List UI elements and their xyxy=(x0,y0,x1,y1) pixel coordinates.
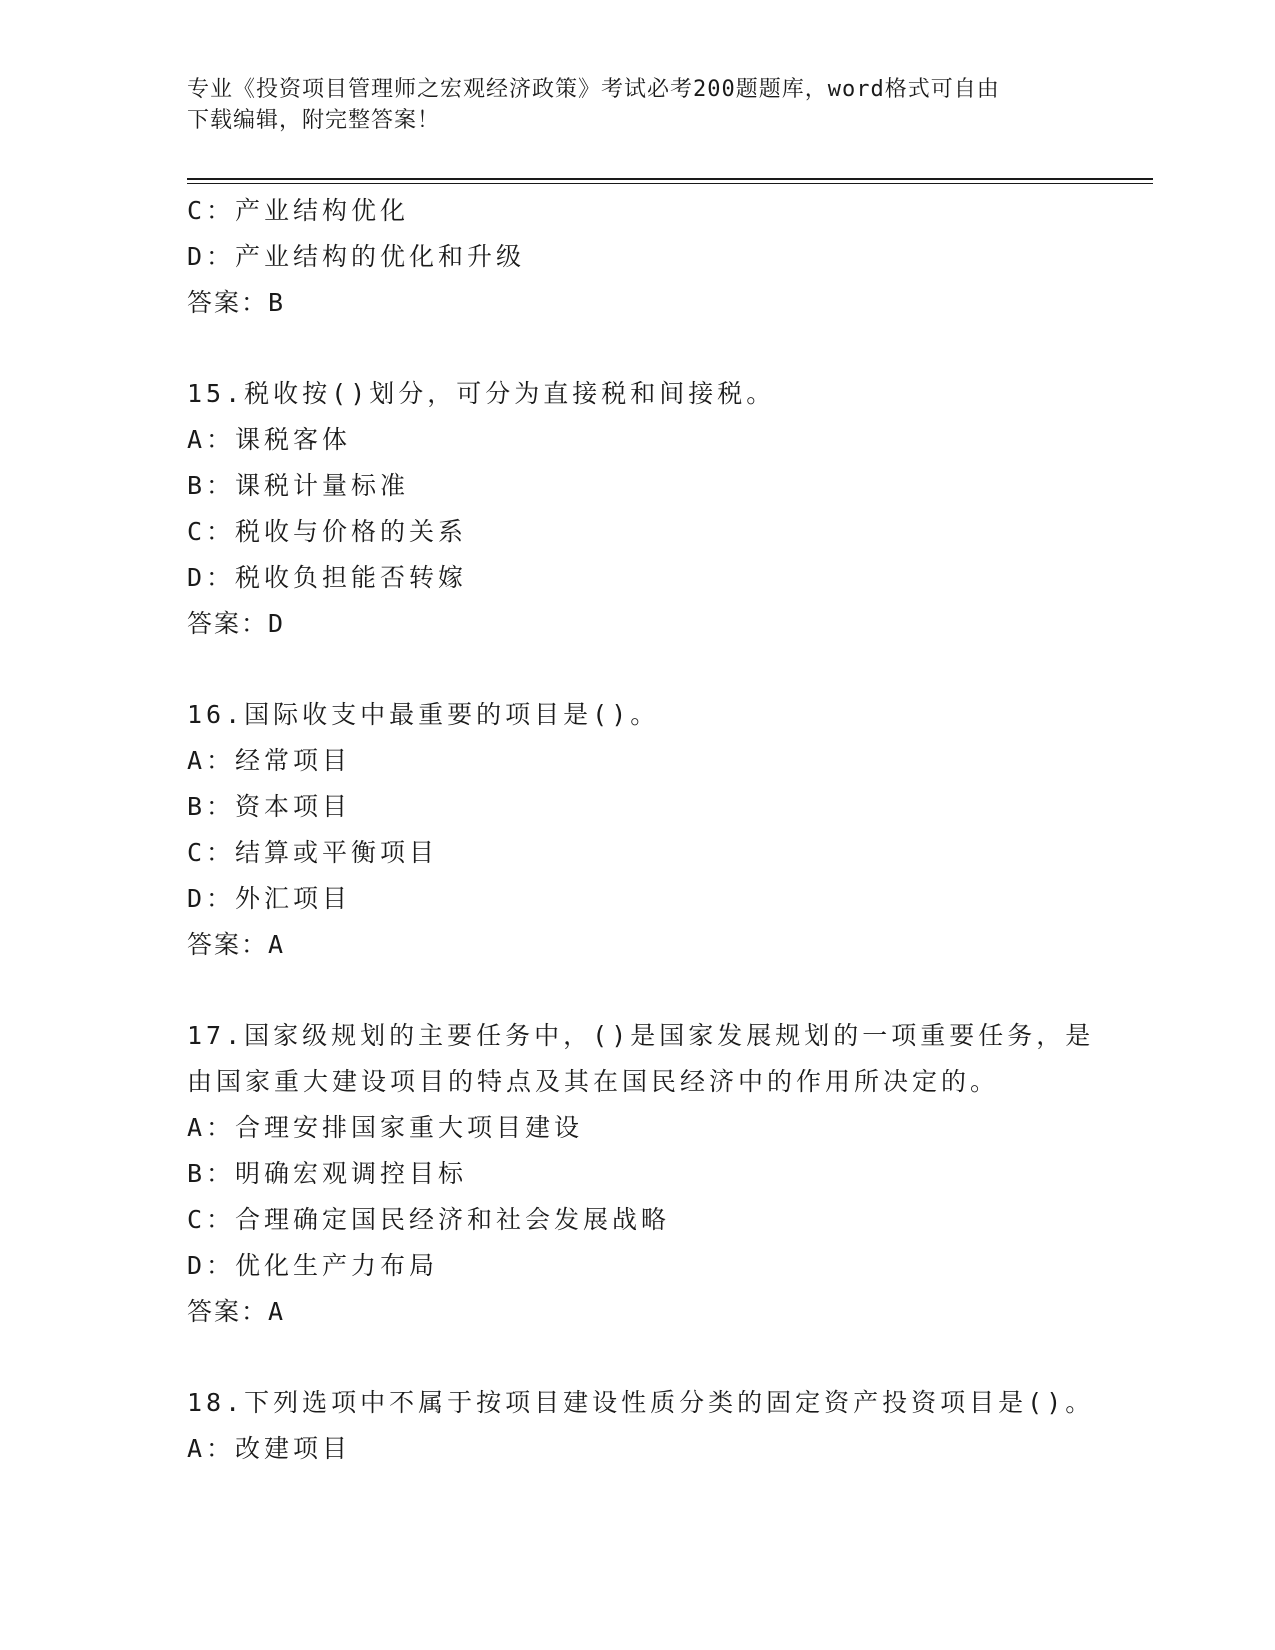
header-line-2: 下载编辑，附完整答案！ xyxy=(187,108,441,133)
header-divider-thin xyxy=(187,183,1153,184)
option-d: D：优化生产力布局 xyxy=(187,1251,439,1280)
answer-line: 答案：A xyxy=(187,930,286,959)
option-a: A：经常项目 xyxy=(187,746,352,775)
document-header xyxy=(187,74,1087,136)
option-c: C：结算或平衡项目 xyxy=(187,838,439,867)
question-17-stem-line-2: 由国家重大建设项目的特点及其在国民经济中的作用所决定的。 xyxy=(187,1067,1000,1096)
answer-line: 答案：A xyxy=(187,1297,286,1326)
option-d: D：税收负担能否转嫁 xyxy=(187,563,468,592)
spacer xyxy=(187,326,1087,371)
option-a: A：课税客体 xyxy=(187,425,352,454)
spacer xyxy=(187,968,1087,1013)
spacer xyxy=(187,647,1087,692)
option-a: A：改建项目 xyxy=(187,1434,352,1463)
option-d: D：产业结构的优化和升级 xyxy=(187,242,526,271)
answer-line: 答案：B xyxy=(187,288,286,317)
option-b: B：明确宏观调控目标 xyxy=(187,1159,468,1188)
option-b: B：课税计量标准 xyxy=(187,471,410,500)
question-17-stem-line-1: 17.国家级规划的主要任务中，()是国家发展规划的一项重要任务，是 xyxy=(187,1021,1095,1050)
question-18-stem: 18.下列选项中不属于按项目建设性质分类的固定资产投资项目是()。 xyxy=(187,1388,1095,1417)
question-15-stem: 15.税收按()划分，可分为直接税和间接税。 xyxy=(187,379,776,408)
spacer xyxy=(187,1335,1087,1380)
answer-line: 答案：D xyxy=(187,609,286,638)
option-a: A：合理安排国家重大项目建设 xyxy=(187,1113,584,1142)
question-content xyxy=(187,188,1095,1472)
option-d: D：外汇项目 xyxy=(187,884,352,913)
option-c: C：税收与价格的关系 xyxy=(187,517,468,546)
question-16-stem: 16.国际收支中最重要的项目是()。 xyxy=(187,700,660,729)
option-b: B：资本项目 xyxy=(187,792,352,821)
header-divider-thick xyxy=(187,178,1153,180)
header-line-1: 专业《投资项目管理师之宏观经济政策》考试必考200题题库，word格式可自由 xyxy=(187,77,1000,102)
option-c: C：合理确定国民经济和社会发展战略 xyxy=(187,1205,671,1234)
option-c: C：产业结构优化 xyxy=(187,196,410,225)
